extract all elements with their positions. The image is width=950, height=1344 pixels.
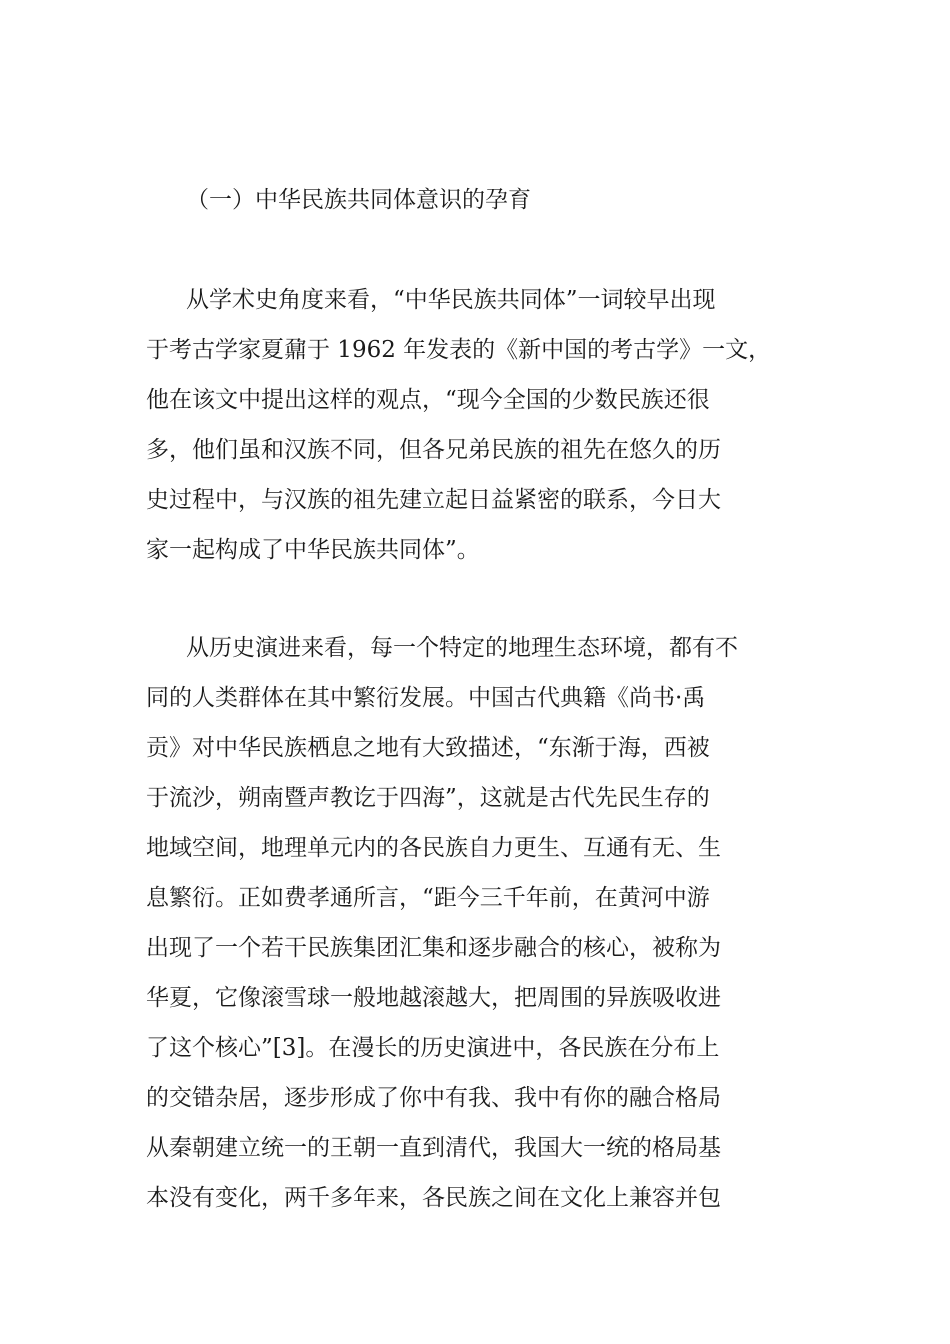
paragraph-line: 多，他们虽和汉族不同，但各兄弟民族的祖先在悠久的历 <box>146 437 721 463</box>
paragraph-1 <box>146 275 826 575</box>
paragraph-line: 史过程中，与汉族的祖先建立起日益紧密的联系，今日大 <box>146 487 721 513</box>
paragraph-line: 于考古学家夏鼐于 1962 年发表的《新中国的考古学》一文， <box>146 337 772 363</box>
paragraph-line: 贡》对中华民族栖息之地有大致描述，“东渐于海，西被 <box>146 735 710 761</box>
paragraph-line: 本没有变化，两千多年来，各民族之间在文化上兼容并包 <box>146 1185 721 1211</box>
section-heading: （一）中华民族共同体意识的孕育 <box>186 187 531 213</box>
paragraph-line: 从学术史角度来看，“中华民族共同体”一词较早出现 <box>186 287 716 313</box>
paragraph-line: 出现了一个若干民族集团汇集和逐步融合的核心，被称为 <box>146 935 721 961</box>
paragraph-line: 从秦朝建立统一的王朝一直到清代，我国大一统的格局基 <box>146 1135 721 1161</box>
paragraph-line: 的交错杂居，逐步形成了你中有我、我中有你的融合格局 <box>146 1085 721 1111</box>
paragraph-2 <box>146 623 826 1223</box>
paragraph-line: 息繁衍。正如费孝通所言，“距今三千年前，在黄河中游 <box>146 885 710 911</box>
paragraph-line: 了这个核心”[3]。在漫长的历史演进中，各民族在分布上 <box>146 1035 720 1061</box>
paragraph-line: 于流沙，朔南暨声教讫于四海”，这就是古代先民生存的 <box>146 785 710 811</box>
paragraph-line: 同的人类群体在其中繁衍发展。中国古代典籍《尚书·禹 <box>146 685 706 711</box>
paragraph-line: 他在该文中提出这样的观点，“现今全国的少数民族还很 <box>146 387 710 413</box>
paragraph-line: 家一起构成了中华民族共同体”。 <box>146 537 480 563</box>
paragraph-line: 从历史演进来看，每一个特定的地理生态环境，都有不 <box>186 635 738 661</box>
paragraph-line: 地域空间，地理单元内的各民族自力更生、互通有无、生 <box>146 835 721 861</box>
paragraph-line: 华夏，它像滚雪球一般地越滚越大，把周围的异族吸收进 <box>146 985 721 1011</box>
